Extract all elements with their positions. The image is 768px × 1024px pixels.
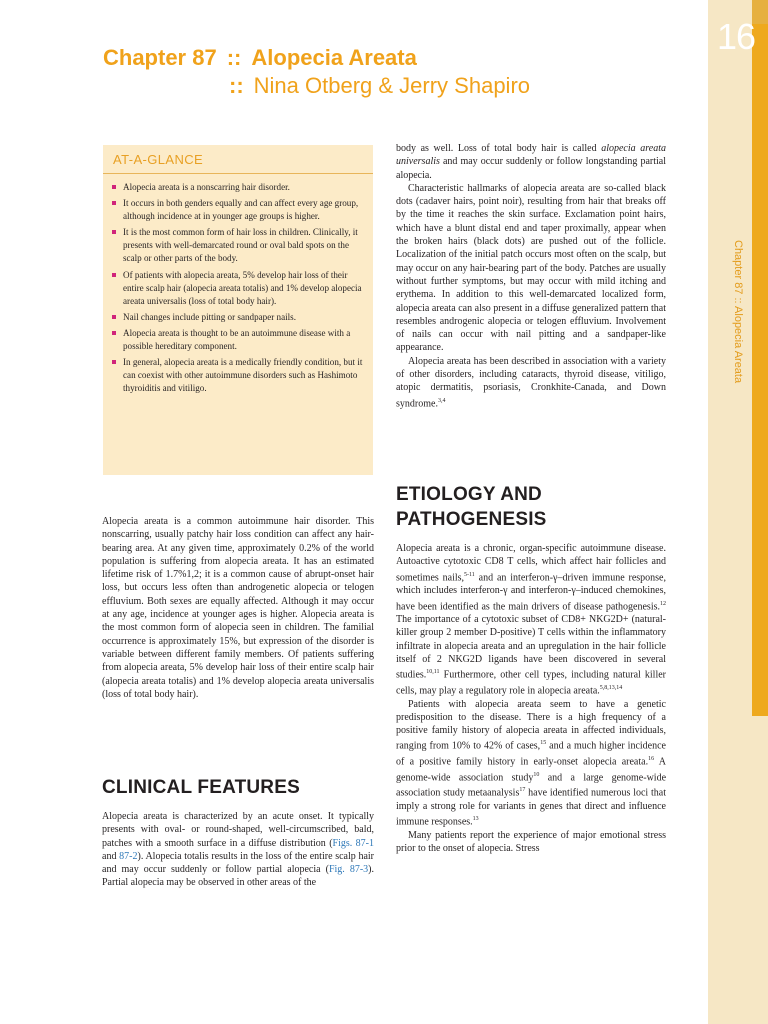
paragraph: body as well. Loss of total body hair is called alopecia areata universalis and may occur suddenly or follow longstanding partial alopecia. (396, 143, 666, 181)
figure-link[interactable]: Fig. 87-3 (328, 864, 369, 876)
at-a-glance-box (103, 145, 373, 475)
etiology-text (396, 542, 666, 855)
at-a-glance-divider (103, 173, 373, 174)
clinical-features-continued (396, 142, 666, 410)
square-bullet-icon (112, 315, 116, 319)
intro-paragraph: Alopecia areata is a common autoimmune hair disorder. This nonscarring, usually patchy hair loss condition can affect any hair-bearing area. At any given time, approximately 0.2% of the world population is suffering from alopecia areata. It has an estimated lifetime risk of 1.7%1,2; it is a common cause of abrupt-onset hair loss, but occurs less often than androgenetic alopecia or telogen effluvium. Both sexes are equally affected. Although it may occur at any age, incidence at younger ages is higher. Alopecia areata is the most common form of alopecia seen in children. The familial occurrence is approximately 15%, but expression of the disorder is variable between different family members. Of patients suffering from alopecia areata, 5% develop hair loss of their entire scalp hair (alopecia areata totalis) and 1% develop alopecia areata universalis (loss of total body hair). (102, 516, 374, 700)
paragraph: Many patients report the experience of major emotional stress prior to the onset of alopecia. Stress (396, 829, 666, 855)
side-tab-band (752, 24, 768, 716)
chapter-authors: Nina Otberg & Jerry Shapiro (253, 73, 530, 98)
intro-text (102, 515, 374, 701)
chapter-title: Alopecia Areata (251, 45, 417, 70)
chapter-side-tab (708, 0, 768, 1024)
chapter-label: Chapter 87 (103, 45, 217, 70)
square-bullet-icon (112, 230, 116, 234)
figure-link[interactable]: 87-2 (119, 850, 138, 862)
at-a-glance-title: AT-A-GLANCE (113, 152, 204, 167)
list-item: Nail changes include pitting or sandpaper nails. (109, 311, 367, 324)
authors-separator: :: (229, 73, 244, 98)
list-item: It occurs in both genders equally and can affect every age group, although incidence at in younger age groups is higher. (109, 197, 367, 223)
etiology-heading: ETIOLOGY AND PATHOGENESIS (396, 484, 547, 530)
chapter-heading (103, 44, 703, 100)
title-separator: :: (226, 45, 242, 70)
at-a-glance-list (109, 181, 367, 398)
list-item: It is the most common form of hair loss in children. Clinically, it presents with well-demarcated round or oval bald spots on the scalp or other parts of the body. (109, 226, 367, 265)
paragraph: Alopecia areata is a chronic, organ-specific autoimmune disease. Autoactive cytotoxic CD8 T cells, which affect hair follicles and sometimes nails,$^{5-11}$ and an interferon-γ–driven immune response, which includes interferon-γ and interferon-γ–induced chemokines, have been identified as the main drivers of disease pathogenesis.$^{12}$ The importance of a cytotoxic subset of CD8+ NKG2D+ (natural-killer group 2 member D-positive) T cells within the inflammatory infiltrate in alopecia areata and an upregulation in the hair follicle itself of 2 NKG2D ligands have been discovered in several studies.$^{10,11}$ Furthermore, other cell types, including natural killer cells, may play a regulatory role in alopecia areata.$^{5,8,13,14}$ (396, 543, 666, 697)
list-item: Alopecia areata is thought to be an autoimmune disease with a possible hereditary component. (109, 327, 367, 353)
clinical-features-paragraph: Alopecia areata is characterized by an acute onset. It typically presents with oval- or round-shaped, well-circumscribed, bald, patches with a smooth surface in a diffuse distribution (Figs. 87-1 and 87-2). Alopecia totalis results in the loss of the entire scalp hair and may occur suddenly or follow partial alopecia (Fig. 87-3). Partial alopecia may be observed in other areas of the (102, 811, 375, 889)
paragraph: Characteristic hallmarks of alopecia areata are so-called black dots (cadaver hairs, point noir), resulting from hair that breaks off by the time it reaches the skin surface. Exclamation point hairs, which have a blunt distal end and taper proximally, appear when the broken hairs (black dots) are pushed out of the follicle. Localization of the initial patch occurs most often on the scalp, but may occur on any hair-bearing part of the body. Patches are usually without further symptoms, but may occur with mild itching and erythema. In addition to this well-demarcated localized form, alopecia areata can also present in a diffuse generalized pattern that resembles androgenic alopecia or telogen effluvium. Involvement of nails can occur with nail pitting and a sandpaper-like appearance. (396, 182, 666, 354)
clinical-features-text (102, 810, 374, 890)
list-item: Alopecia areata is a nonscarring hair disorder. (109, 181, 367, 194)
list-item: Of patients with alopecia areata, 5% develop hair loss of their entire scalp hair (alopecia areata totalis) and 1% develop alopecia areata universalis (loss of total body hair). (109, 269, 367, 308)
running-chapter-label: Chapter 87 :: Alopecia Areata (732, 240, 744, 384)
square-bullet-icon (112, 273, 116, 277)
square-bullet-icon (112, 331, 116, 335)
square-bullet-icon (112, 185, 116, 189)
square-bullet-icon (112, 360, 116, 364)
section-number: 16 (716, 16, 756, 57)
clinical-features-heading: CLINICAL FEATURES (102, 777, 300, 798)
figure-link[interactable]: Figs. 87-1 (332, 837, 375, 849)
paragraph: Alopecia areata has been described in association with a variety of other disorders, including cataracts, thyroid disease, vitiligo, atopic dermatitis, psoriasis, Cronkhite-Canada, and Down syndrome.$^{3,4}$ (396, 355, 666, 409)
paragraph: Patients with alopecia areata seem to have a genetic predisposition to the disease. There is a high frequency of a positive family history of alopecia areata in affected individuals, ranging from 10% to 42% of cases,$^{15}$ and a much higher incidence of a positive family history in early-onset alopecia areata.$^{16}$ A genome-wide association study$^{10}$ and a large genome-wide association study metaanalysis$^{17}$ have identified numerous loci that imply a strong role for variants in genes that direct and influence immune responses.$^{13}$ (396, 698, 667, 828)
chapter-title-line (103, 44, 703, 72)
chapter-authors-line (229, 72, 703, 100)
square-bullet-icon (112, 201, 116, 205)
list-item: In general, alopecia areata is a medically friendly condition, but it can coexist with other autoimmune disorders such as Hashimoto thyroiditis and vitiligo. (109, 356, 367, 395)
